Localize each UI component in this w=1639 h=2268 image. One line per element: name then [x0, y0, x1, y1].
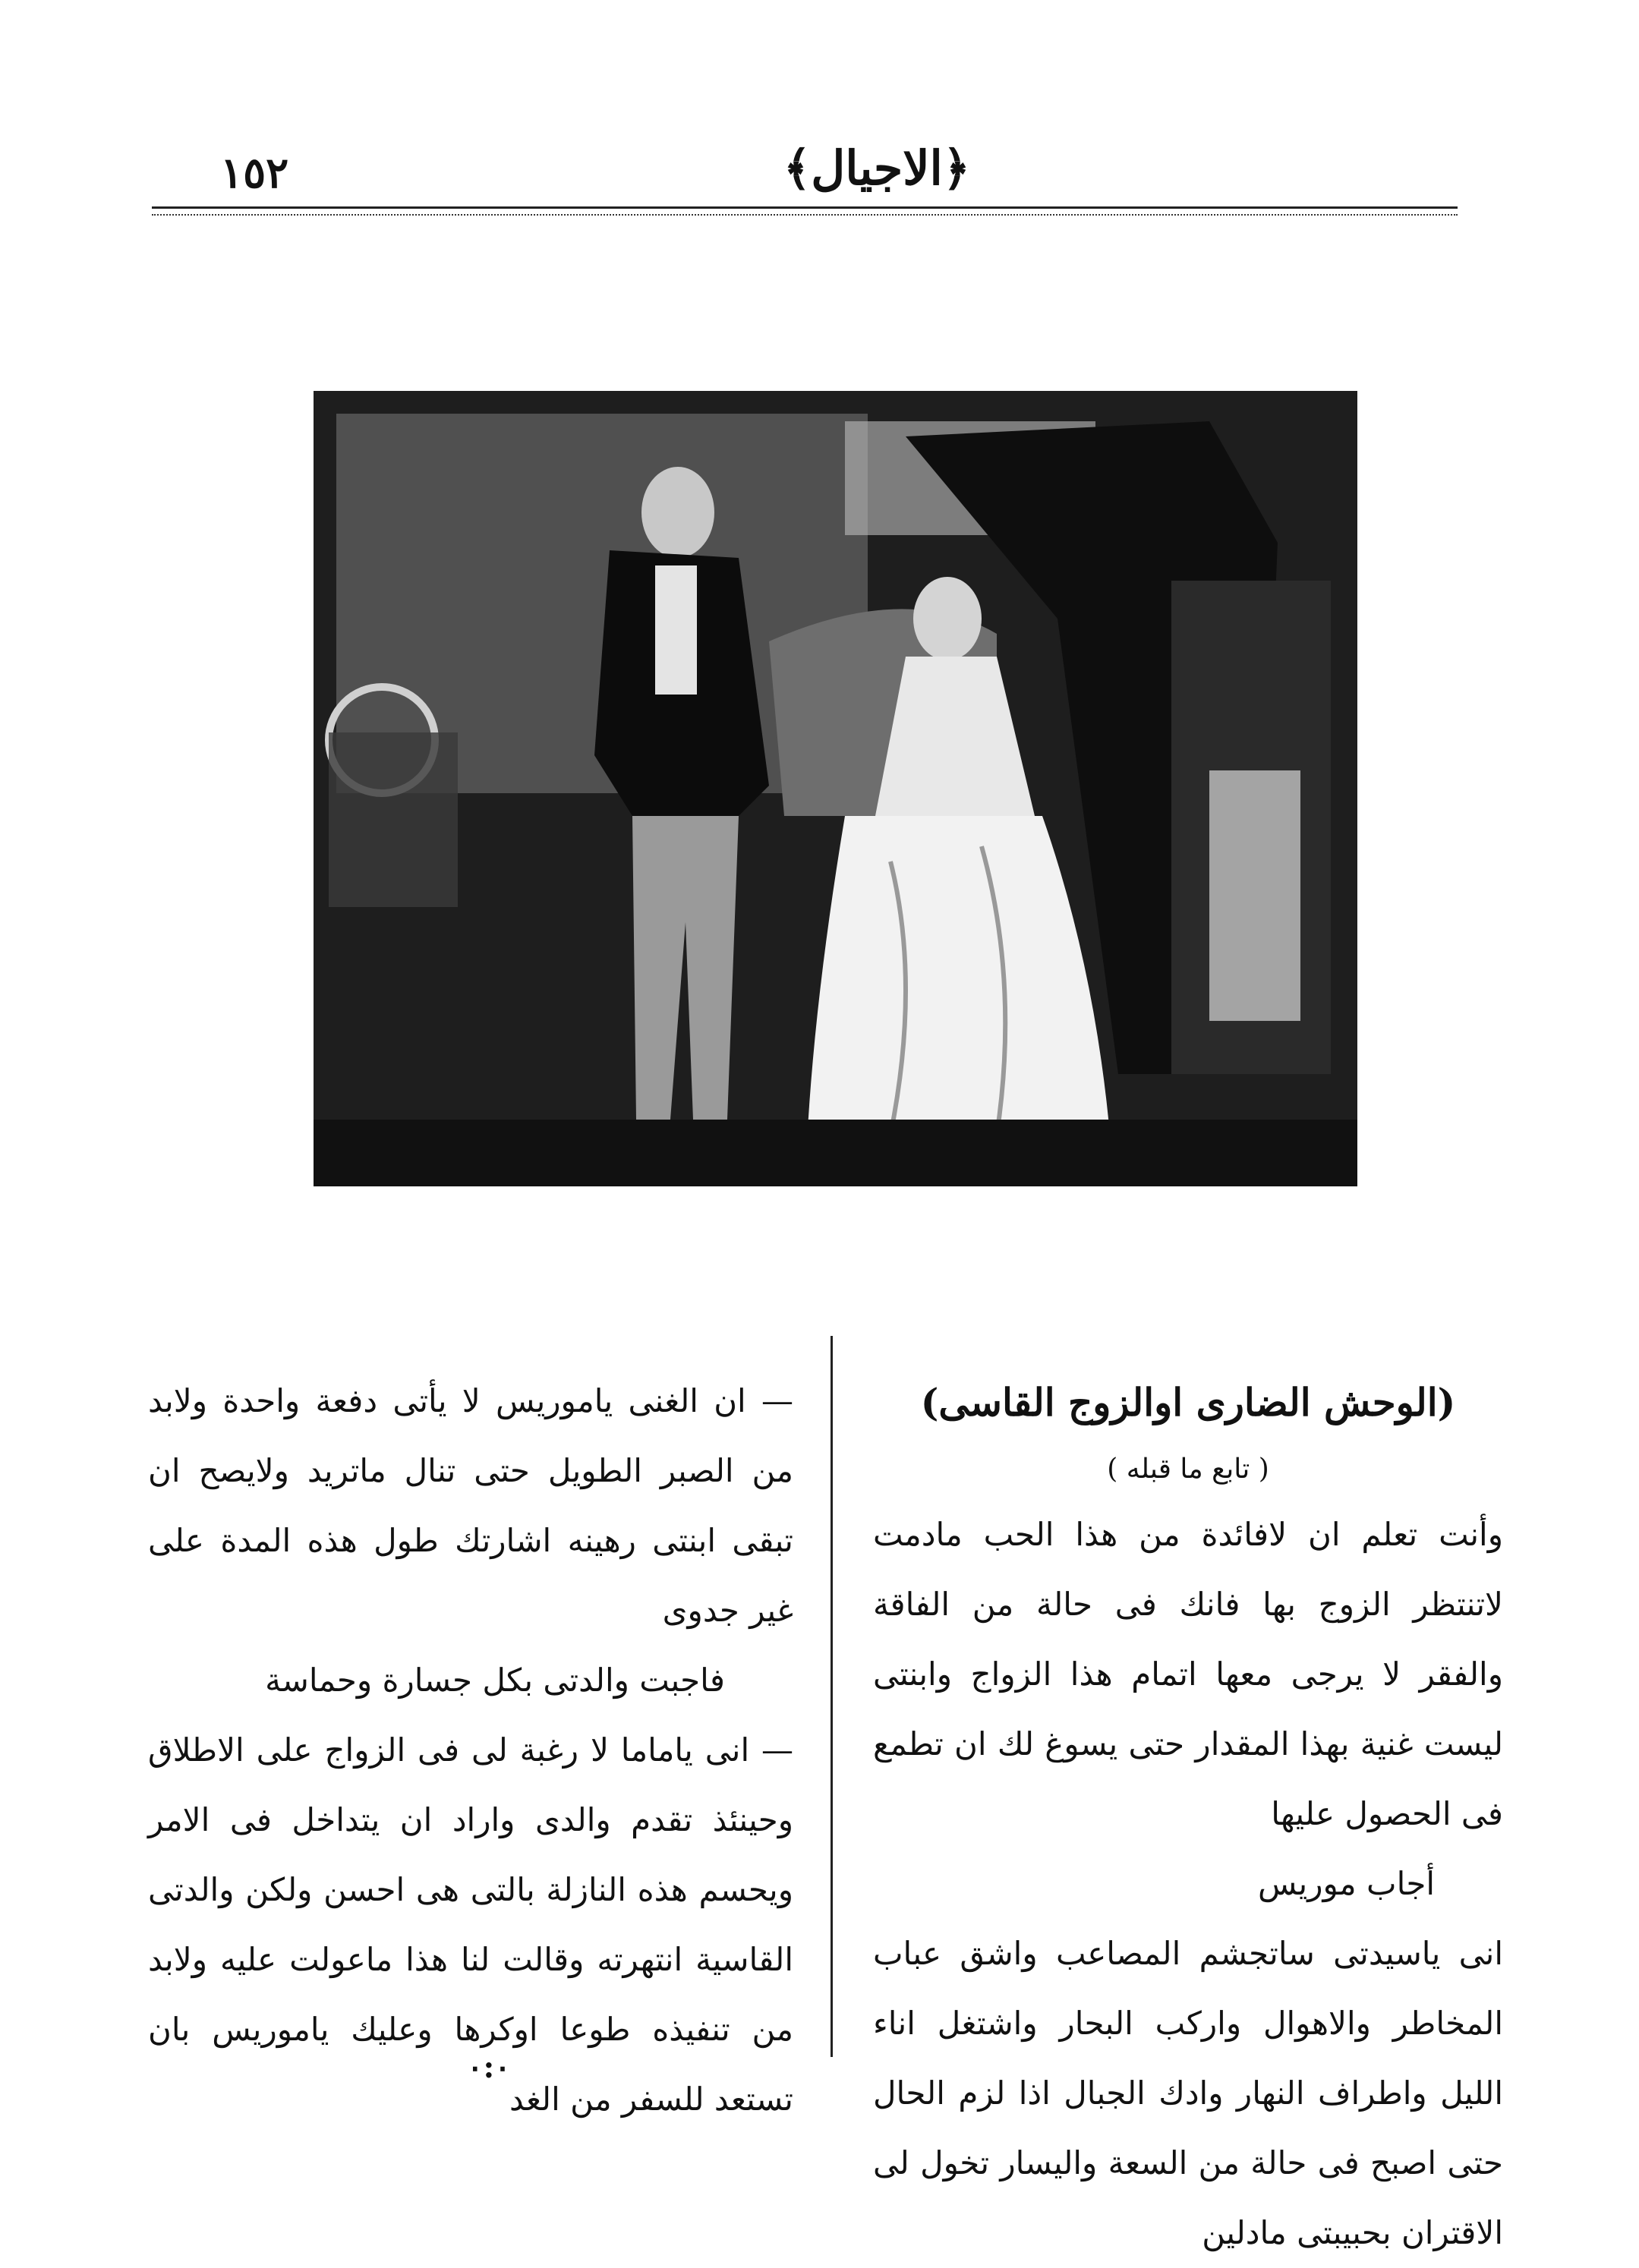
illustration-engraving: [314, 391, 1357, 1186]
paragraph: أجاب موريس: [1257, 1865, 1435, 1902]
paragraph: — ان الغنى ياموريس لا يأتى دفعة واحدة ولابد من الصبر الطويل حتى تنال ماتريد ولايصح ان تبقى ابنتى رهينه اشارتك طول هذه المدة على غير جدوى: [148, 1382, 793, 1629]
paragraph: وأنت تعلم ان لافائدة من هذا الحب مادمت لاتنتظر الزوج بها فانك فى حالة من الفاقة والفقر لا يرجى معها اتمام هذا الزواج وابنتى ليست غنية بهذا المقدار حتى يسوغ لك ان تطمع فى الحصول عليها: [873, 1516, 1503, 1832]
left-column: [148, 1366, 793, 2134]
header-rule-dotted: [152, 214, 1458, 216]
journal-title: ﴿الاجيال﴾: [783, 140, 971, 196]
paragraph: — انى ياماما لا رغبة لى فى الزواج على الاطلاق وحينئذ تقدم والدى واراد ان يتداخل فى الامر ويحسم هذه النازلة بالتى هى احسن ولكن والدتى القاسية انتهرته وقالت لنا هذا ماعولت عليه ولابد من تنفيذه طوعا اوكرها وعليك ياموريس بان تستعد للسفر من الغد: [148, 1731, 793, 2118]
paragraph: فاجبت والدتى بكل جسارة وحماسة: [265, 1662, 725, 1699]
story-subtitle: ( تابع ما قبله ): [1107, 1454, 1269, 1485]
paragraph: انى ياسيدتى ساتجشم المصاعب واشق عباب المخاطر والاهوال واركب البحار واشتغل اناء الليل واطراف النهار وادك الجبال اذا لزم الحال حتى اصبح فى حالة من السعة واليسار تخول لى الاقتران بحبيبتى مادلين: [873, 1935, 1503, 2251]
column-divider: [831, 1336, 833, 2057]
page-header: [148, 133, 1606, 198]
right-column: [873, 1366, 1503, 2268]
engraving-image: [314, 391, 1357, 1186]
header-rule: [152, 206, 1458, 209]
page-number: ١٥٢: [220, 148, 289, 198]
end-mark: ٠:٠: [467, 2049, 511, 2085]
story-title: (الوحش الضارى اوالزوج القاسى): [920, 1380, 1456, 1425]
